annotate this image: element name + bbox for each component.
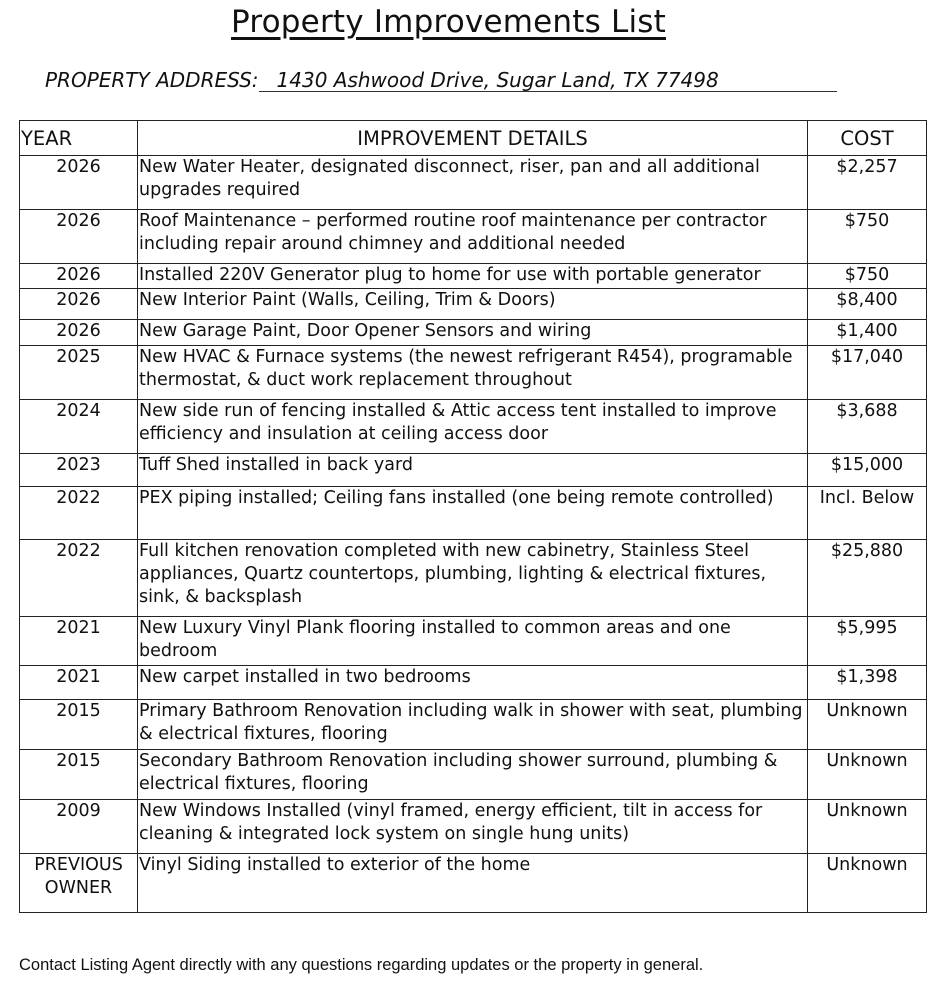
table-row bbox=[20, 617, 927, 666]
table-row bbox=[20, 800, 927, 854]
detail-cell: Full kitchen renovation completed with new cabinetry, Stainless Steel appliances, Quartz countertops, plumbing, lighting & electrical fixtures, sink, & backsplash bbox=[138, 540, 808, 617]
header-year: YEAR bbox=[20, 121, 138, 156]
cost-cell: $750 bbox=[808, 210, 927, 264]
cost-cell: Unknown bbox=[808, 800, 927, 854]
header-details: IMPROVEMENT DETAILS bbox=[138, 121, 808, 156]
year-cell: 2009 bbox=[20, 800, 138, 854]
year-cell: 2025 bbox=[20, 346, 138, 400]
cost-cell: $1,398 bbox=[808, 666, 927, 700]
table-row bbox=[20, 264, 927, 289]
table-row bbox=[20, 750, 927, 800]
detail-cell: New Windows Installed (vinyl framed, energy efficient, tilt in access for cleaning & integrated lock system on single hung units) bbox=[138, 800, 808, 854]
cost-cell: Incl. Below bbox=[808, 487, 927, 540]
cost-cell: Unknown bbox=[808, 750, 927, 800]
cost-cell: $5,995 bbox=[808, 617, 927, 666]
table-row bbox=[20, 156, 927, 210]
header-cost: COST bbox=[808, 121, 927, 156]
table-row bbox=[20, 666, 927, 700]
detail-cell: New carpet installed in two bedrooms bbox=[138, 666, 808, 700]
table-row bbox=[20, 210, 927, 264]
address-value: 1430 Ashwood Drive, Sugar Land, TX 77498 bbox=[259, 69, 837, 92]
table-row bbox=[20, 346, 927, 400]
address-label: PROPERTY ADDRESS: bbox=[45, 68, 259, 92]
year-cell: 2021 bbox=[20, 617, 138, 666]
cost-cell: $3,688 bbox=[808, 400, 927, 454]
cost-cell: $2,257 bbox=[808, 156, 927, 210]
table-row bbox=[20, 320, 927, 346]
cost-cell: $25,880 bbox=[808, 540, 927, 617]
table-row bbox=[20, 854, 927, 913]
detail-cell: New Interior Paint (Walls, Ceiling, Trim & Doors) bbox=[138, 289, 808, 320]
detail-cell: New Garage Paint, Door Opener Sensors and wiring bbox=[138, 320, 808, 346]
detail-cell: New side run of fencing installed & Attic access tent installed to improve efficiency and insulation at ceiling access door bbox=[138, 400, 808, 454]
detail-cell: Installed 220V Generator plug to home for use with portable generator bbox=[138, 264, 808, 289]
year-cell: 2022 bbox=[20, 540, 138, 617]
cost-cell: $750 bbox=[808, 264, 927, 289]
improvements-table bbox=[19, 120, 927, 913]
year-cell: PREVIOUS OWNER bbox=[20, 854, 138, 913]
detail-cell: Tuff Shed installed in back yard bbox=[138, 454, 808, 487]
footer-note: Contact Listing Agent directly with any questions regarding updates or the property in general. bbox=[19, 956, 704, 974]
year-cell: 2015 bbox=[20, 750, 138, 800]
table-row bbox=[20, 400, 927, 454]
year-cell: 2026 bbox=[20, 320, 138, 346]
cost-cell: $8,400 bbox=[808, 289, 927, 320]
detail-cell: Roof Maintenance – performed routine roof maintenance per contractor including repair around chimney and additional needed bbox=[138, 210, 808, 264]
table-body bbox=[20, 156, 927, 913]
detail-cell: Secondary Bathroom Renovation including shower surround, plumbing & electrical fixtures, flooring bbox=[138, 750, 808, 800]
detail-cell: PEX piping installed; Ceiling fans installed (one being remote controlled) bbox=[138, 487, 808, 540]
cost-cell: $17,040 bbox=[808, 346, 927, 400]
year-cell: 2026 bbox=[20, 156, 138, 210]
cost-cell: Unknown bbox=[808, 700, 927, 750]
table-header-row bbox=[20, 121, 927, 156]
table-row bbox=[20, 487, 927, 540]
cost-cell: Unknown bbox=[808, 854, 927, 913]
table-row bbox=[20, 454, 927, 487]
year-cell: 2023 bbox=[20, 454, 138, 487]
cost-cell: $1,400 bbox=[808, 320, 927, 346]
year-cell: 2026 bbox=[20, 210, 138, 264]
page-title: Property Improvements List bbox=[231, 4, 666, 40]
year-cell: 2015 bbox=[20, 700, 138, 750]
detail-cell: Primary Bathroom Renovation including walk in shower with seat, plumbing & electrical fixtures, flooring bbox=[138, 700, 808, 750]
detail-cell: New Water Heater, designated disconnect, riser, pan and all additional upgrades required bbox=[138, 156, 808, 210]
year-cell: 2022 bbox=[20, 487, 138, 540]
detail-cell: Vinyl Siding installed to exterior of the home bbox=[138, 854, 808, 913]
table-row bbox=[20, 289, 927, 320]
property-address bbox=[45, 68, 837, 92]
detail-cell: New Luxury Vinyl Plank flooring installed to common areas and one bedroom bbox=[138, 617, 808, 666]
table-row bbox=[20, 700, 927, 750]
detail-cell: New HVAC & Furnace systems (the newest refrigerant R454), programable thermostat, & duct work replacement throughout bbox=[138, 346, 808, 400]
year-cell: 2024 bbox=[20, 400, 138, 454]
cost-cell: $15,000 bbox=[808, 454, 927, 487]
year-cell: 2026 bbox=[20, 289, 138, 320]
table-row bbox=[20, 540, 927, 617]
year-cell: 2026 bbox=[20, 264, 138, 289]
year-cell: 2021 bbox=[20, 666, 138, 700]
